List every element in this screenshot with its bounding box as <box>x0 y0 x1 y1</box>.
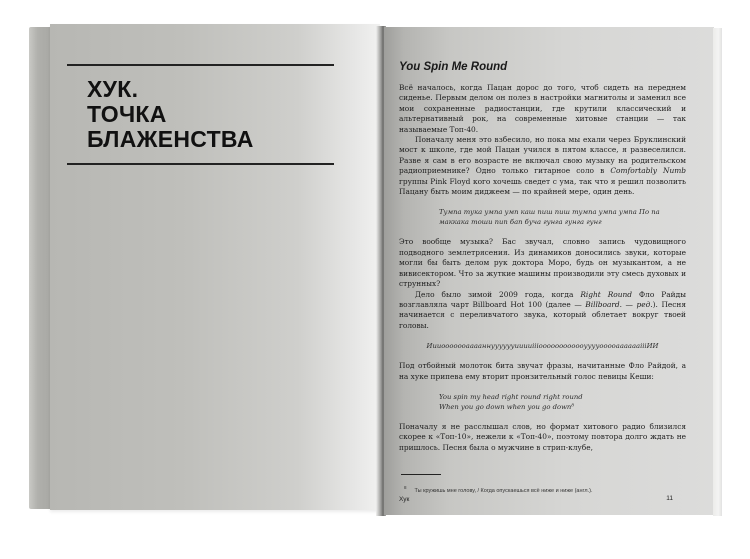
section-heading: You Spin Me Round <box>399 61 508 73</box>
chapter-title <box>87 77 254 152</box>
paragraph-4 <box>399 290 686 332</box>
footnote-marker: 8 <box>404 485 407 490</box>
left-page-block-edge <box>29 27 51 509</box>
paragraph-6: Поначалу я не расслышал слов, но формат хитового радио близился скорее к «Топ-10», нежели к «Топ-40», поэтому повтора долго ждать не пришлось. Песня была о мужчине в стрип-клубе, <box>399 421 686 452</box>
paragraph-3: Это вообще музыка? Бас звучал, словно запись чудовищного подводного землетрясения. Из динамиков доносились звуки, которые могли бы быть делом рук доктора Моро, будь он музыкантом, а не вивисектором. Что за жуткие машины производили эту смесь духовых и струнных? <box>399 237 686 289</box>
chapter-title-line-1: ХУК. <box>87 76 139 102</box>
paragraph-2-text-b: группы Pink Floyd кого хочешь сведет с ума, так что я решил позволить Пацану быть моим диджеем — по крайней мере, один день. <box>399 176 686 197</box>
title-top-rule <box>67 64 334 66</box>
paragraph-2 <box>399 135 686 197</box>
chapter-title-line-2: ТОЧКА <box>87 101 167 127</box>
verse-3-line-1: You spin my head right round right round <box>439 392 583 401</box>
paragraph-4-text-b: Фло Райды возглавляла чарт Billboard Hot 100 (далее — <box>399 289 687 309</box>
footnote-rule <box>401 474 441 475</box>
verse-2-line: ИииooooooaaaaннууууууииииiiiooooooooooоууууooooaaaaaaiiiИИ <box>426 342 659 351</box>
paragraph-1: Всё началось, когда Пацан дорос до того, чтоб сидеть на переднем сиденье. Первым делом он полез в настройки магнитолы и заменил все мои сохраненные радиостанции, где крутили классический и альтернативный рок, на современные хитовые станции — так называемые Топ-40. <box>399 83 686 134</box>
chapter-title-line-3: БЛАЖЕНСТВА <box>87 126 254 152</box>
song-title-right-round: Right Round <box>580 289 633 299</box>
footnote <box>404 485 593 494</box>
page-number: 11 <box>666 495 673 502</box>
paragraph-4-text-a: Дело было зимой 2009 года, когда <box>415 289 581 299</box>
title-bottom-rule <box>67 163 334 165</box>
running-head: Хук <box>399 496 410 503</box>
paragraph-4-text-c: ). Песня начинается с переливчатого звука, который облетает вокруг твоей головы. <box>399 299 686 330</box>
song-title-comfortably-numb: Comfortably Numb <box>610 166 686 176</box>
paragraph-5: Под отбойный молоток бита звучат фразы, начитанные Фло Райдой, а на хуке припева ему вторит пронзительный голос певицы Кеши: <box>399 361 686 381</box>
paragraph-2-text-a: Поначалу меня это взбесило, но пока мы ехали через Бруклинский мост к школе, где мой Пацан учился в пятом классе, я развеселился. Разве я сам в его возрасте не включал свою музыку на родительском радиоприемнике? Одно только гитарное соло в <box>399 135 686 176</box>
left-page <box>50 24 380 510</box>
footnote-text: Ты кружишь мне голову, / Когда опускаешься всё ниже и ниже (англ.). <box>414 487 593 494</box>
right-page-block-edge <box>713 28 722 516</box>
body-text <box>399 83 686 453</box>
verse-1-line-1: Тумпа тука умпа умп каш пиш пиш тумпа умпа умпа По па <box>439 208 660 217</box>
editor-note: Billboard. — ред. <box>585 299 653 309</box>
verse-1-line-2: маккака тоши пип бап буча гунга гунга гунг <box>439 218 602 227</box>
lyrics-verse-3 <box>439 392 686 412</box>
lyrics-verse-1 <box>439 207 686 227</box>
lyrics-verse-2 <box>399 341 686 351</box>
right-page <box>384 27 714 515</box>
verse-3-line-2: When you go down when you go down⁸ <box>439 402 574 411</box>
